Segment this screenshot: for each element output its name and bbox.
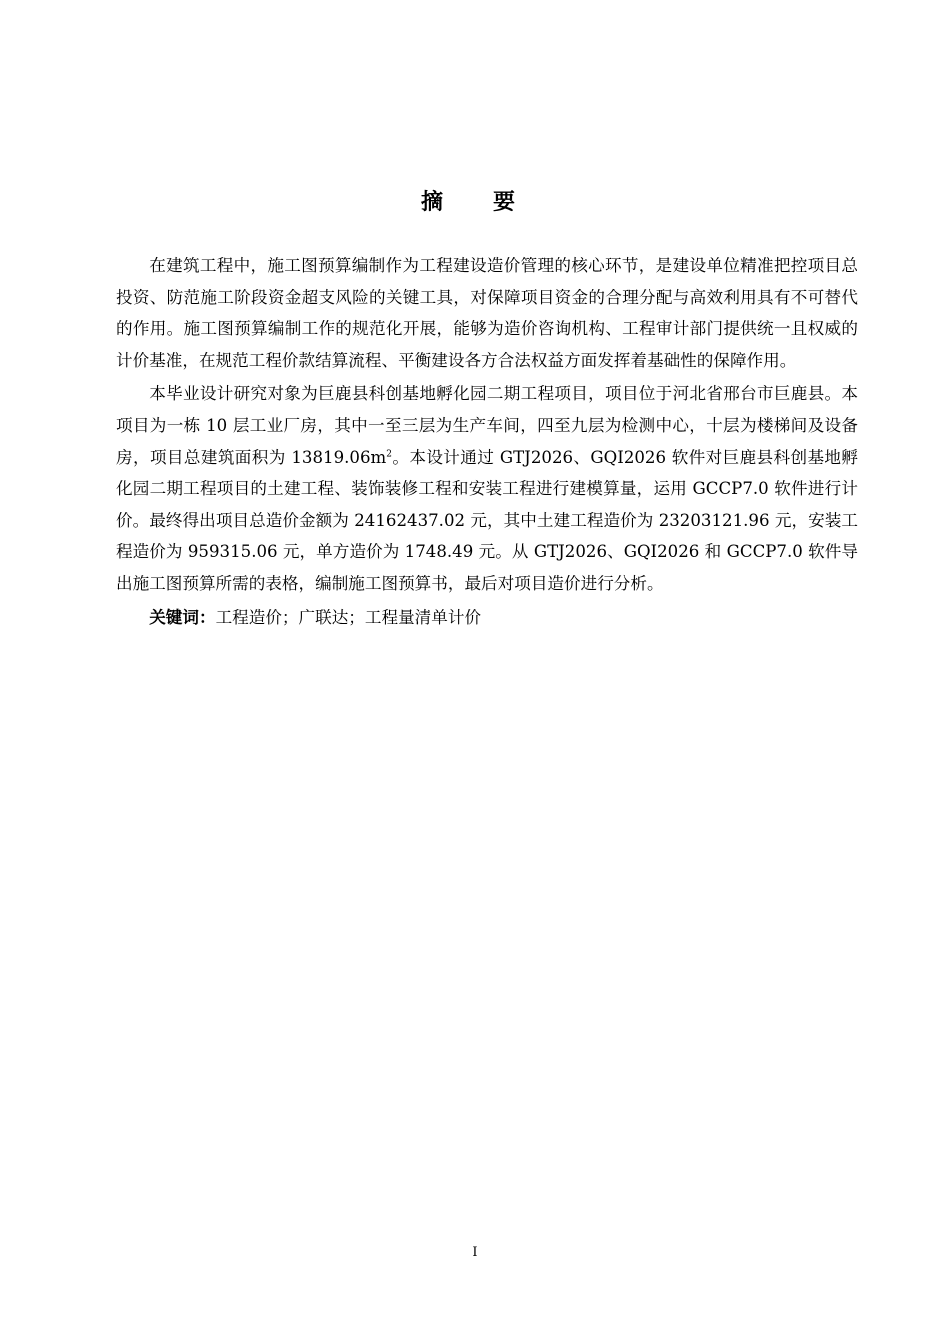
keywords-text: 工程造价；广联达；工程量清单计价	[215, 607, 482, 627]
abstract-body	[116, 250, 858, 633]
paragraph-2-text-end: 。本设计通过 GTJ2026、GQI2026 软件对巨鹿县科创基地孵化园二期工程项目的土建工程、装饰装修工程和安装工程进行建模算量，运用 GCCP7.0 软件进行计价。最终得出项目总造价金额为 24162437.02 元，其中土建工程造价为 23203121.96 元，安装工程造价为 959315.06 元，单方造价为 1748.49 元。从 GTJ2026、GQI2026 和 GCCP7.0 软件导出施工图预算所需的表格，编制施工图预算书，最后对项目造价进行分析。	[116, 447, 858, 593]
area-unit-superscript: 2	[386, 449, 392, 460]
abstract-paragraph-1: 在建筑工程中，施工图预算编制作为工程建设造价管理的核心环节，是建设单位精准把控项目总投资、防范施工阶段资金超支风险的关键工具，对保障项目资金的合理分配与高效利用具有不可替代的作用。施工图预算编制工作的规范化开展，能够为造价咨询机构、工程审计部门提供统一且权威的计价基准，在规范工程价款结算流程、平衡建设各方合法权益方面发挥着基础性的保障作用。	[116, 256, 858, 370]
paragraph-2-text-start: 本毕业设计研究对象为巨鹿县科创基地孵化园二期工程项目，项目位于河北省邢台市巨鹿县。本项目为一栋 10 层工业厂房，其中一至三层为生产车间，四至九层为检测中心，十层为楼梯间及设备房，项目总建筑面积为 13819.06m	[116, 384, 858, 467]
page-number: I	[472, 1245, 478, 1260]
page-title: 摘 要	[420, 190, 529, 215]
keywords-label: 关键词：	[149, 607, 216, 627]
abstract-paragraph-2	[116, 378, 858, 599]
keywords-line	[116, 602, 858, 634]
